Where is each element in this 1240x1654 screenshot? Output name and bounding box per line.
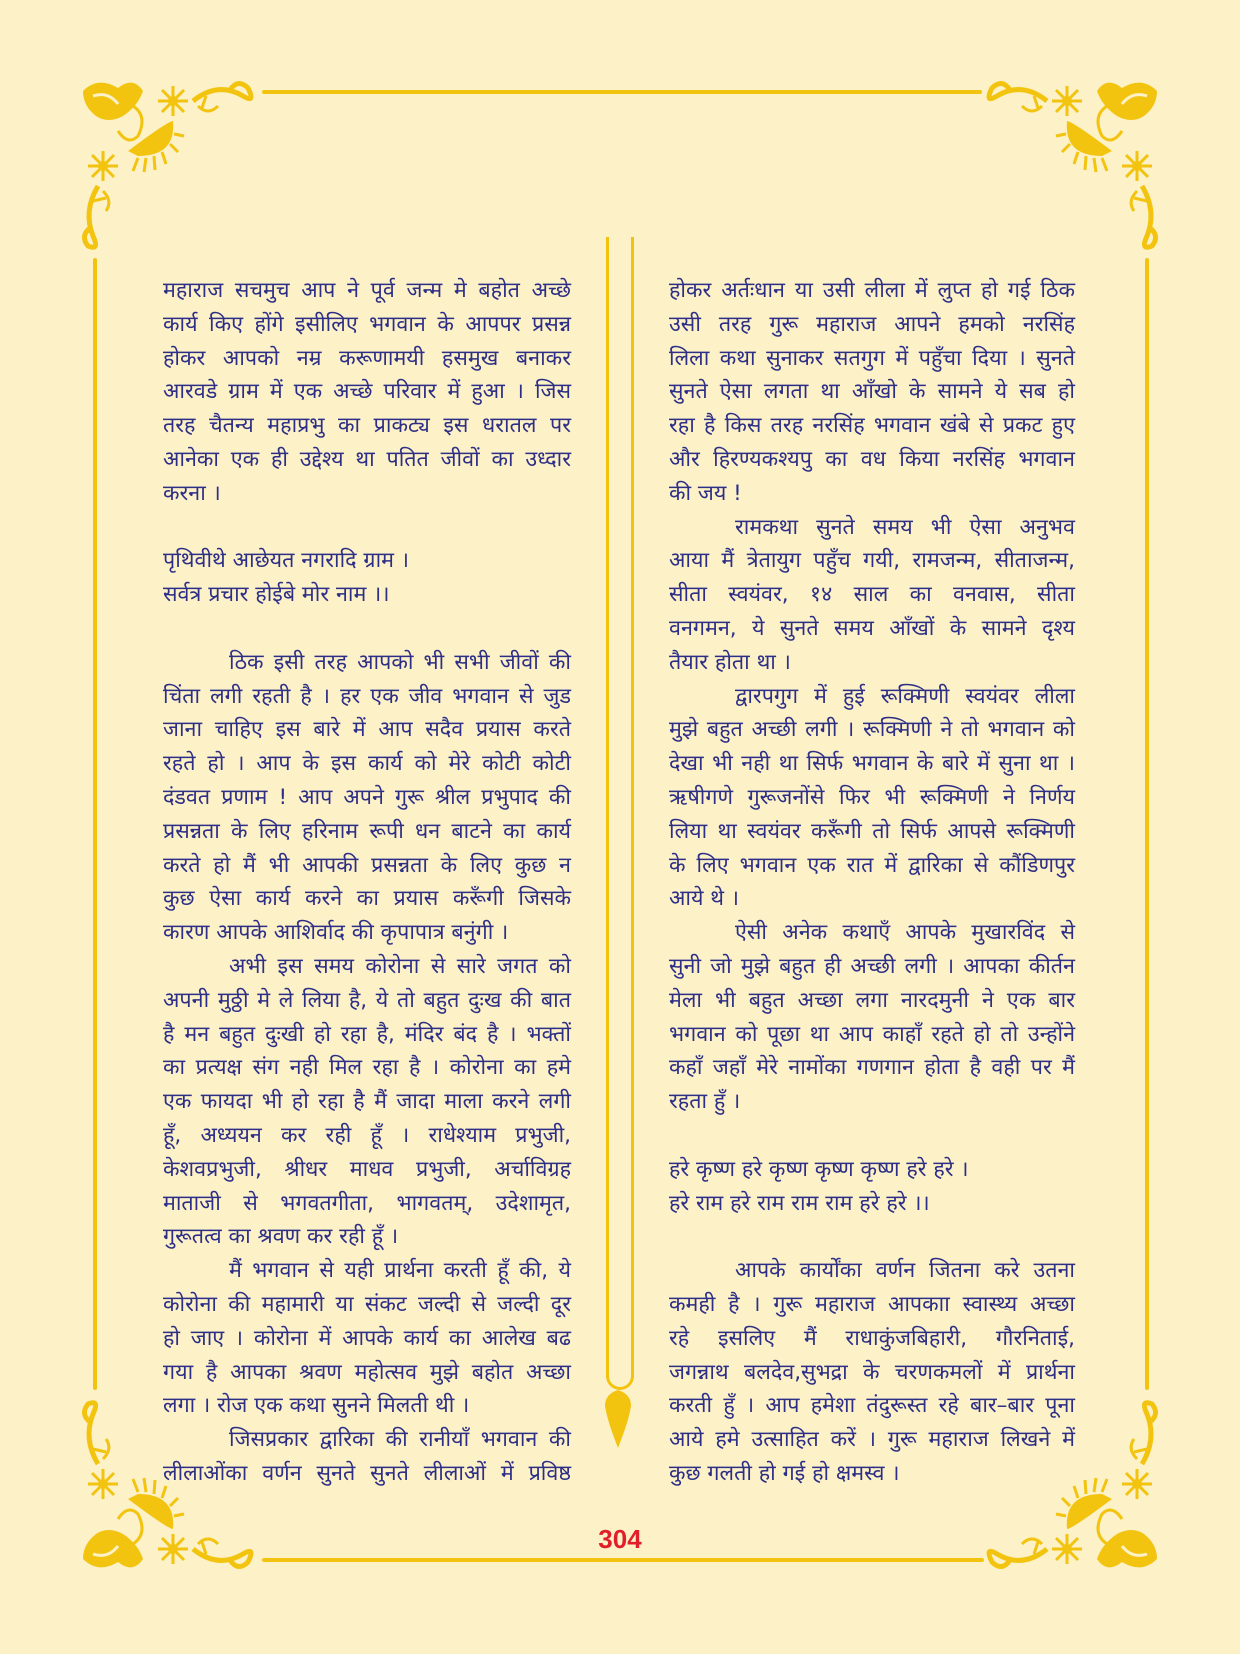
text-line: हूँ, अध्ययन कर रही हूँ । राधेश्याम प्रभुजी, (163, 1122, 571, 1148)
paragraph (669, 511, 1075, 680)
text-line: अपनी मुठ्ठी मे ले लिया है, ये तो बहुत दुःख की बात (163, 987, 571, 1013)
paragraph (163, 646, 571, 950)
text-line: करना । (163, 480, 221, 506)
text-line: सर्वत्र प्रचार होईबे मोर नाम ।। (163, 582, 390, 608)
text-line: आये थे । (669, 886, 739, 912)
text-line: तरह चैतन्य महाप्रभु का प्राकट्य इस धरातल पर (163, 413, 571, 439)
page-number: 304 (598, 1524, 642, 1554)
text-line: एक फायदा भी हो रहा है मैं जादा माला करने लगी (163, 1089, 571, 1115)
text-line: लिला कथा सुनाकर सतगुग में पहुँचा दिया । सुनते (669, 345, 1075, 371)
text-line: प्रसन्नता के लिए हरिनाम रूपी धन बाटने का कार्य (163, 818, 571, 844)
text-line: रहे इसलिए मैं राधाकुंजबिहारी, गौरनिताई, (669, 1325, 1075, 1351)
text-line: करते हो मैं भी आपकी प्रसन्नता के लिए कुछ न (163, 852, 571, 878)
text-line: कोरोना की महामारी या संकट जल्दी से जल्दी दूर (163, 1291, 571, 1317)
text-line: चिंता लगी रहती है । हर एक जीव भगवान से जुड (163, 683, 571, 709)
text-line: सीता स्वयंवर, १४ साल का वनवास, सीता (669, 582, 1075, 608)
paragraph (669, 1254, 1075, 1491)
text-line: महाराज सचमुच आप ने पूर्व जन्म मे बहोत अच्छे (163, 278, 571, 303)
text-line: हरे कृष्ण हरे कृष्ण कृष्ण कृष्ण हरे हरे । (669, 1156, 969, 1182)
text-line: मैं भगवान से यही प्रार्थना करती हूँ की, ये (229, 1258, 571, 1284)
corner-ornament-top-left-icon (78, 76, 268, 266)
text-line: होकर आपको नम्र करूणामयी हसमुख बनाकर (163, 345, 571, 371)
left-border-line (93, 258, 97, 1390)
text-line: ऋषीगणे गुरूजनोंसे फिर भी रूक्मिणी ने निर्णय (669, 784, 1075, 810)
paragraph (669, 680, 1075, 917)
left-text-column (163, 274, 571, 1491)
text-line: भगवान को पूछा था आप काहाँ रहते हो तो उन्होंने (669, 1021, 1075, 1047)
text-line: आनेका एक ही उद्देश्य था पतित जीवों का उध्दार (163, 446, 571, 472)
text-line: उसी तरह गुरू महाराज आपने हमको नरसिंह (669, 311, 1075, 337)
verse-block (163, 544, 571, 612)
text-line: कुछ गलती हो गई हो क्षमस्व । (669, 1460, 900, 1486)
text-line: रहता हुँ । (669, 1089, 741, 1115)
text-line: आरवडे ग्राम में एक अच्छे परिवार में हुआ । जिस (163, 379, 571, 405)
pendant-drop-icon (603, 1390, 633, 1450)
text-line: कहाँ जहाँ मेरे नामोंका गणगान होता है वही पर मैं (669, 1055, 1075, 1081)
text-line: गया है आपका श्रवण महोत्सव मुझे बहोत अच्छा (163, 1359, 571, 1385)
text-line: गुरूतत्व का श्रवण कर रही हूँ । (163, 1224, 399, 1250)
text-line: करती हुँ । आप हमेशा तंदुरूस्त रहे बार–बार पूना (669, 1393, 1075, 1419)
text-line: लीलाओंका वर्णन सुनते सुनते लीलाओं में प्रविष्ठ (163, 1460, 571, 1486)
paragraph (163, 950, 571, 1254)
text-line: पृथिवीथे आछेयत नगरादि ग्राम । (163, 548, 409, 574)
text-line: रामकथा सुनते समय भी ऐसा अनुभव (735, 514, 1075, 540)
right-text-column (669, 274, 1075, 1491)
text-line: दंडवत प्रणाम ! आप अपने गुरू श्रील प्रभुपाद की (163, 784, 571, 810)
verse-block (669, 1153, 1075, 1221)
text-line: ठिक इसी तरह आपको भी सभी जीवों की (229, 649, 571, 675)
paragraph (163, 274, 571, 511)
text-line: देखा भी नही था सिर्फ भगवान के बारे में सुना था । (669, 751, 1075, 777)
text-line: रहते हो । आप के इस कार्य को मेरे कोटी कोटी (163, 751, 571, 777)
paragraph (669, 916, 1075, 1119)
paragraph (163, 1254, 571, 1423)
text-line: आपके कार्योंका वर्णन जितना करे उतना (735, 1258, 1075, 1284)
right-border-line (1145, 258, 1149, 1390)
text-line: लिया था स्वयंवर करूँगी तो सिर्फ आपसे रूक्मिणी (669, 818, 1075, 844)
text-line: कारण आपके आशिर्वाद की कृपापात्र बनुंगी । (163, 920, 509, 946)
text-line: हो जाए । कोरोना में आपके कार्य का आलेख बढ (163, 1325, 571, 1351)
column-divider (606, 237, 634, 1390)
text-line: जगन्नाथ बलदेव,सुभद्रा के चरणकमलों में प्रार्थना (669, 1359, 1075, 1385)
text-line: का प्रत्यक्ष संग नही मिल रहा है । कोरोना का हमे (163, 1055, 571, 1081)
text-line: मेला भी बहुत अच्छा लगा नारदमुनी ने एक बार (669, 987, 1075, 1013)
text-line: लगा । रोज एक कथा सुनने मिलती थी । (163, 1393, 470, 1419)
text-line: कमही है । गुरू महाराज आपकाा स्वास्थ्य अच्छा (669, 1291, 1075, 1317)
text-line: जिसप्रकार द्वारिका की रानीयाँ भगवान की (229, 1427, 571, 1453)
paragraph (163, 1423, 571, 1491)
bottom-border-line (262, 1558, 984, 1562)
text-line: मुझे बहुत अच्छी लगी । रूक्मिणी ने तो भगवान को (669, 717, 1075, 743)
text-line: रहा है किस तरह नरसिंह भगवान खंबे से प्रकट हुए (669, 413, 1075, 439)
text-line: सुनते ऐसा लगता था आँखो के सामने ये सब हो (669, 379, 1075, 405)
text-line: केशवप्रभुजी, श्रीधर माधव प्रभुजी, अर्चाविग्रह (163, 1156, 571, 1182)
corner-ornament-top-right-icon (972, 76, 1162, 266)
text-line: माताजी से भगवतगीता, भागवतम्, उदेशामृत, (163, 1190, 571, 1216)
text-line: ऐसी अनेक कथाएँ आपके मुखारविंद से (735, 920, 1075, 946)
text-line: है मन बहुत दुःखी हो रहा है, मंदिर बंद है । भक्तों (163, 1021, 571, 1047)
text-line: होकर अर्तःधान या उसी लीला में लुप्त हो गई ठिक (669, 278, 1075, 303)
text-line: की जय ! (669, 480, 742, 506)
text-line: और हिरण्यकश्यपु का वध किया नरसिंह भगवान (669, 446, 1075, 472)
text-line: वनगमन, ये सुनते समय आँखों के सामने दृश्य (669, 615, 1075, 641)
text-line: हरे राम हरे राम राम राम हरे हरे ।। (669, 1190, 930, 1216)
paragraph (669, 274, 1075, 511)
text-line: द्वारपगुग में हुई रूक्मिणी स्वयंवर लीला (735, 683, 1075, 709)
text-line: आये हमे उत्साहित करें । गुरू महाराज लिखने में (669, 1427, 1075, 1453)
text-line: कार्य किए होंगे इसीलिए भगवान के आपपर प्रसन्न (163, 311, 571, 337)
text-line: के लिए भगवान एक रात में द्वारिका से कौंडिणपुर (669, 852, 1075, 878)
text-line: आया मैं त्रेतायुग पहुँच गयी, रामजन्म, सीताजन्म, (669, 548, 1075, 574)
text-line: कुछ ऐसा कार्य करने का प्रयास करूँगी जिसके (163, 886, 571, 912)
text-line: जाना चाहिए इस बारे में आप सदैव प्रयास करते (163, 717, 571, 743)
text-line: सुनी जो मुझे बहुत ही अच्छी लगी । आपका कीर्तन (669, 953, 1075, 979)
text-line: अभी इस समय कोरोना से सारे जगत को (229, 953, 571, 979)
top-border-line (262, 90, 982, 94)
text-line: तैयार होता था । (669, 649, 791, 675)
